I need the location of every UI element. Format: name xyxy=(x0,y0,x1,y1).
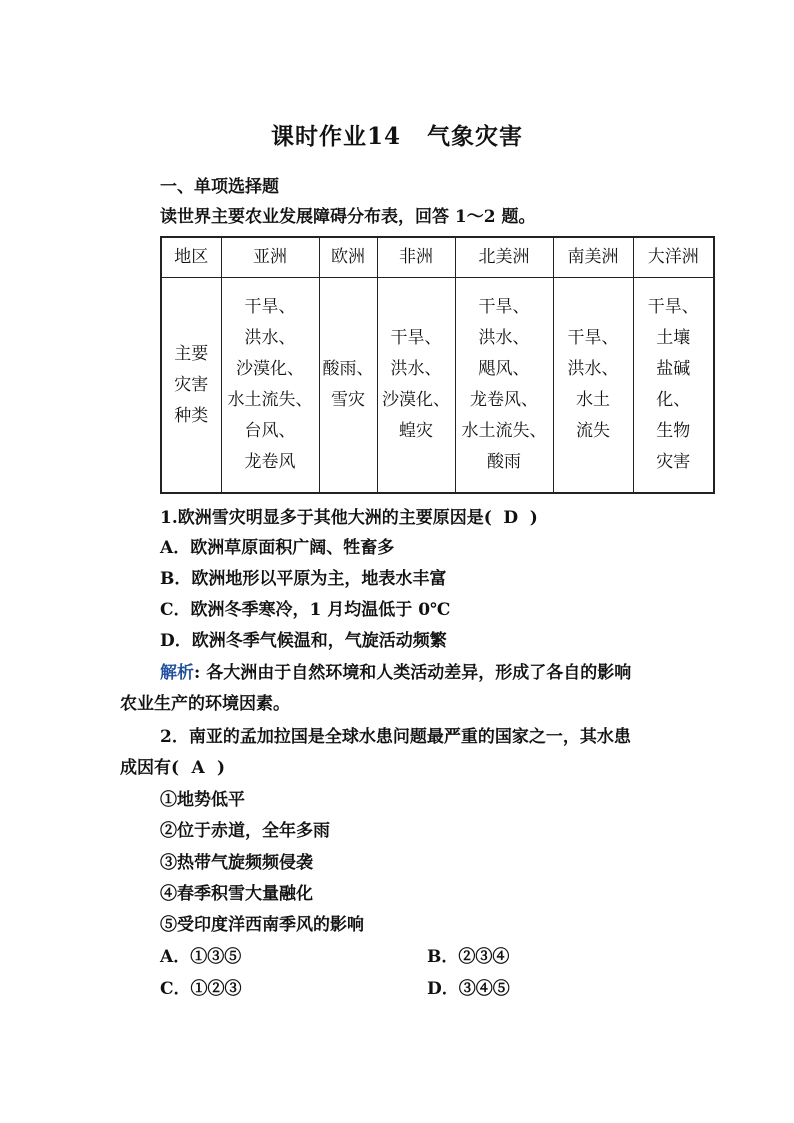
cell-line: 雪灾 xyxy=(331,390,365,410)
analysis-label: 解析 xyxy=(160,663,194,683)
cell-line: 流失 xyxy=(576,421,610,441)
q2-option-a: A．①③⑤ xyxy=(160,947,242,967)
question-2-stem: 2．南亚的孟加拉国是全球水患问题最严重的国家之一，其水患 xyxy=(160,727,631,747)
cell-line: 土壤 xyxy=(656,328,691,348)
table-header-cell: 南美洲 xyxy=(553,237,633,278)
cell-line: 沙漠化、 xyxy=(382,390,450,410)
q2-option-b: B．②③④ xyxy=(427,947,510,967)
cell-line: 干旱、 xyxy=(567,328,619,348)
q1-close: ) xyxy=(529,508,538,528)
q1-option-a: A．欧洲草原面积广阔、牲畜多 xyxy=(160,538,395,558)
table-cell-asia xyxy=(221,278,319,494)
cell-line: 洪水、 xyxy=(478,328,530,348)
section-heading: 一、单项选择题 xyxy=(160,177,279,197)
table-cell-africa xyxy=(377,278,455,494)
q2-close: ) xyxy=(217,758,226,778)
table-header-cell: 北美洲 xyxy=(455,237,553,278)
cell-line: 水土流失、 xyxy=(461,421,547,441)
table-header-cell: 地区 xyxy=(161,237,221,278)
cell-line: 水土流失、 xyxy=(227,390,313,410)
q2-item-1: ①地势低平 xyxy=(160,790,245,810)
cell-line: 洪水、 xyxy=(244,328,296,348)
page-title xyxy=(0,118,794,151)
q1-option-b: B．欧洲地形以平原为主，地表水丰富 xyxy=(160,569,447,589)
q2-item-4: ④春季积雪大量融化 xyxy=(160,884,313,904)
table-cell-north-america xyxy=(455,278,553,494)
q2-stem-text: 成因有( xyxy=(120,758,180,778)
cell-line: 干旱、 xyxy=(390,328,442,348)
question-1-stem xyxy=(160,507,538,529)
row-label-line: 灾害 xyxy=(174,374,209,395)
cell-line: 酸雨 xyxy=(487,452,521,472)
hazard-table xyxy=(160,236,715,494)
q1-analysis-cont: 农业生产的环境因素。 xyxy=(120,694,290,714)
q1-option-c: C．欧洲冬季寒冷，1 月均温低于 0℃ xyxy=(160,600,451,620)
table-header-cell: 欧洲 xyxy=(319,237,377,278)
analysis-text: : 各大洲由于自然环境和人类活动差异，形成了各自的影响 xyxy=(194,663,632,683)
q2-option-d: D．③④⑤ xyxy=(427,979,510,999)
cell-line: 飓风、 xyxy=(478,359,530,379)
row-label-cell xyxy=(161,278,221,494)
cell-line: 干旱、 xyxy=(647,297,699,317)
cell-line: 沙漠化、 xyxy=(236,359,304,379)
question-2-stem-cont xyxy=(120,757,225,779)
q2-item-3: ③热带气旋频频侵袭 xyxy=(160,853,313,873)
table-header-cell: 亚洲 xyxy=(221,237,319,278)
cell-line: 洪水、 xyxy=(390,359,442,379)
table-row xyxy=(161,278,714,494)
q2-answer: A xyxy=(191,758,205,778)
q2-item-2: ②位于赤道，全年多雨 xyxy=(160,821,330,841)
row-label-line: 主要 xyxy=(174,343,209,364)
cell-line: 龙卷风、 xyxy=(470,390,538,410)
cell-line: 蝗灾 xyxy=(399,421,433,441)
cell-line: 水土 xyxy=(576,390,610,410)
q1-analysis xyxy=(160,662,631,684)
cell-line: 龙卷风 xyxy=(244,452,296,472)
cell-line: 洪水、 xyxy=(567,359,619,379)
q2-item-5: ⑤受印度洋西南季风的影响 xyxy=(160,915,364,935)
cell-line: 台风、 xyxy=(244,421,296,441)
table-cell-south-america xyxy=(553,278,633,494)
intro-text: 读世界主要农业发展障碍分布表，回答 1～2 题。 xyxy=(160,207,536,227)
q1-stem-text: 1.欧洲雪灾明显多于其他大洲的主要原因是( xyxy=(160,508,492,528)
title-topic: 气象灾害 xyxy=(427,123,523,150)
table-cell-oceania xyxy=(633,278,714,494)
table-header-cell: 非洲 xyxy=(377,237,455,278)
cell-line: 干旱、 xyxy=(244,297,296,317)
q1-answer: D xyxy=(503,508,519,528)
cell-line: 化、 xyxy=(656,390,691,410)
table-header-row xyxy=(161,237,714,278)
title-main: 课时作业14 xyxy=(270,123,401,150)
table-header-cell: 大洋洲 xyxy=(633,237,714,278)
cell-line: 酸雨、 xyxy=(322,359,374,379)
q1-option-d: D．欧洲冬季气候温和，气旋活动频繁 xyxy=(160,631,447,651)
cell-line: 灾害 xyxy=(656,452,691,472)
cell-line: 生物 xyxy=(656,421,691,441)
row-label-line: 种类 xyxy=(174,405,209,426)
q2-option-c: C．①②③ xyxy=(160,979,242,999)
table-cell-europe xyxy=(319,278,377,494)
cell-line: 干旱、 xyxy=(478,297,530,317)
cell-line: 盐碱 xyxy=(656,359,691,379)
